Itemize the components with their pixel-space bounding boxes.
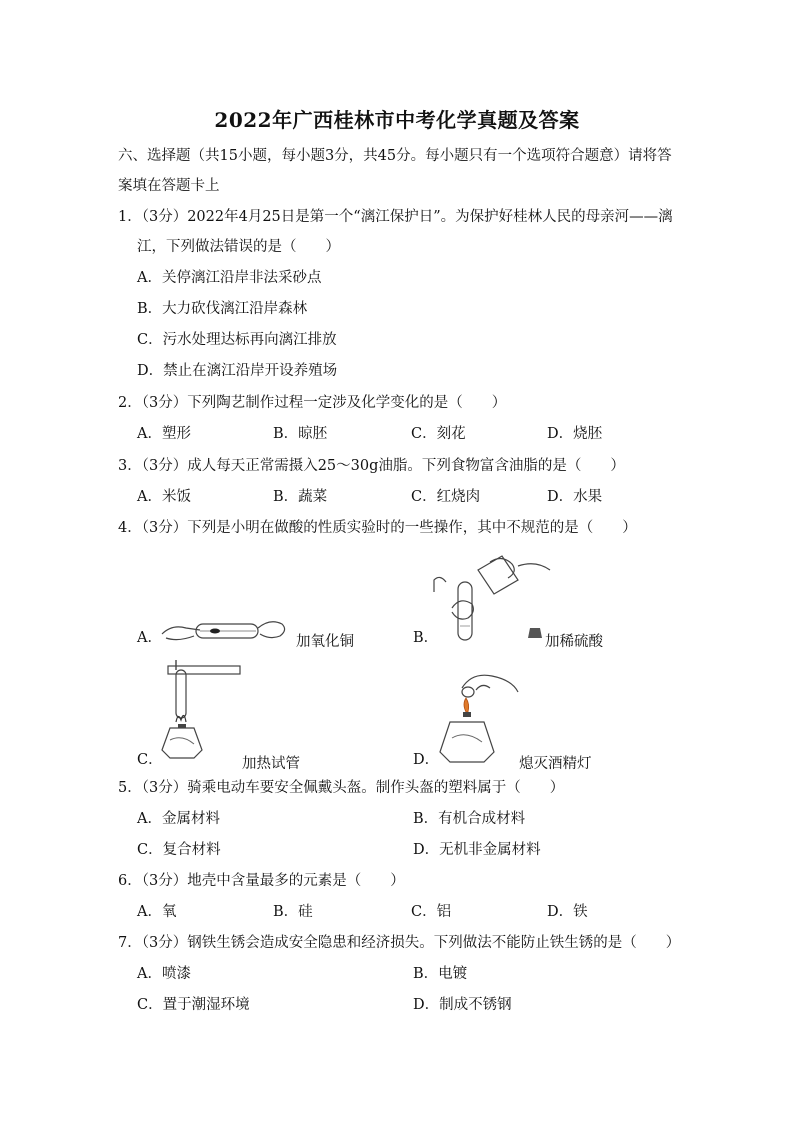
q5-option-d: D．无机非金属材料 — [413, 842, 541, 858]
q2-stem: 2．（3分）下列陶艺制作过程一定涉及化学变化的是（ ） — [118, 395, 507, 411]
q4-b-label: 加稀硫酸 — [545, 634, 603, 650]
q7-option-c: C．置于潮湿环境 — [137, 997, 250, 1013]
q2-option-d: D．烧胚 — [547, 426, 603, 442]
q3-option-b: B．蔬菜 — [273, 489, 328, 505]
q6-option-a: A．氧 — [137, 904, 177, 920]
q2-option-b: B．晾胚 — [273, 426, 328, 442]
q5-option-a: A．金属材料 — [137, 811, 220, 827]
q6-option-c: C．铝 — [411, 904, 452, 920]
q6-stem: 6．（3分）地壳中含量最多的元素是（ ） — [118, 873, 405, 889]
q3-option-d: D．水果 — [547, 489, 603, 505]
q1-option-a: A．关停漓江沿岸非法采砂点 — [137, 270, 322, 286]
q4-a-label: 加氧化铜 — [296, 634, 354, 650]
q4-option-c: C． — [137, 752, 163, 768]
q5-stem: 5．（3分）骑乘电动车要安全佩戴头盔。制作头盔的塑料属于（ ） — [118, 780, 565, 796]
q4-d-label: 熄灭酒精灯 — [519, 756, 592, 772]
q1-option-c: C．污水处理达标再向漓江排放 — [137, 332, 337, 348]
q6-option-d: D．铁 — [547, 904, 588, 920]
q4-c-label: 加热试管 — [242, 756, 300, 772]
q4-stem: 4．（3分）下列是小明在做酸的性质实验时的一些操作，其中不规范的是（ ） — [118, 520, 637, 536]
q7-stem: 7．（3分）钢铁生锈会造成安全隐患和经济损失。下列做法不能防止铁生锈的是（ ） — [118, 935, 681, 951]
q4-option-d: D． — [413, 752, 440, 768]
q1-option-d: D．禁止在漓江沿岸开设养殖场 — [137, 363, 338, 379]
q4-option-a: A． — [137, 630, 162, 646]
q7-option-b: B．电镀 — [413, 966, 468, 982]
q3-option-a: A．米饭 — [137, 489, 191, 505]
q2-option-c: C．刻花 — [411, 426, 466, 442]
q2-option-a: A．塑形 — [137, 426, 191, 442]
q1-option-b: B．大力砍伐漓江沿岸森林 — [137, 301, 308, 317]
q3-option-c: C．红烧肉 — [411, 489, 481, 505]
q3-stem: 3．（3分）成人每天正常需摄入25～30g油脂。下列食物富含油脂的是（ ） — [118, 458, 625, 474]
page-title: 2022年广西桂林市中考化学真题及答案 — [214, 108, 580, 132]
section-instruction-line2: 案填在答题卡上 — [118, 178, 220, 194]
q7-option-d: D．制成不锈钢 — [413, 997, 512, 1013]
q6-option-b: B．硅 — [273, 904, 313, 920]
q4-b-illustration — [432, 552, 552, 644]
q4-d-illustration — [432, 664, 522, 764]
q4-a-illustration — [160, 612, 295, 652]
section-instruction-line1: 六、选择题（共15小题，每小题3分，共45分。每小题只有一个选项符合题意）请将答 — [118, 148, 672, 164]
q5-option-b: B．有机合成材料 — [413, 811, 526, 827]
q1-stem-line2: 江，下列做法错误的是（ ） — [137, 239, 340, 255]
q4-option-b: B． — [413, 630, 439, 646]
q1-stem-line1: 1．（3分）2022年4月25日是第一个“漓江保护日”。为保护好桂林人民的母亲河——漓 — [118, 209, 673, 225]
q4-c-illustration — [156, 654, 246, 764]
q7-option-a: A．喷漆 — [137, 966, 191, 982]
q5-option-c: C．复合材料 — [137, 842, 221, 858]
